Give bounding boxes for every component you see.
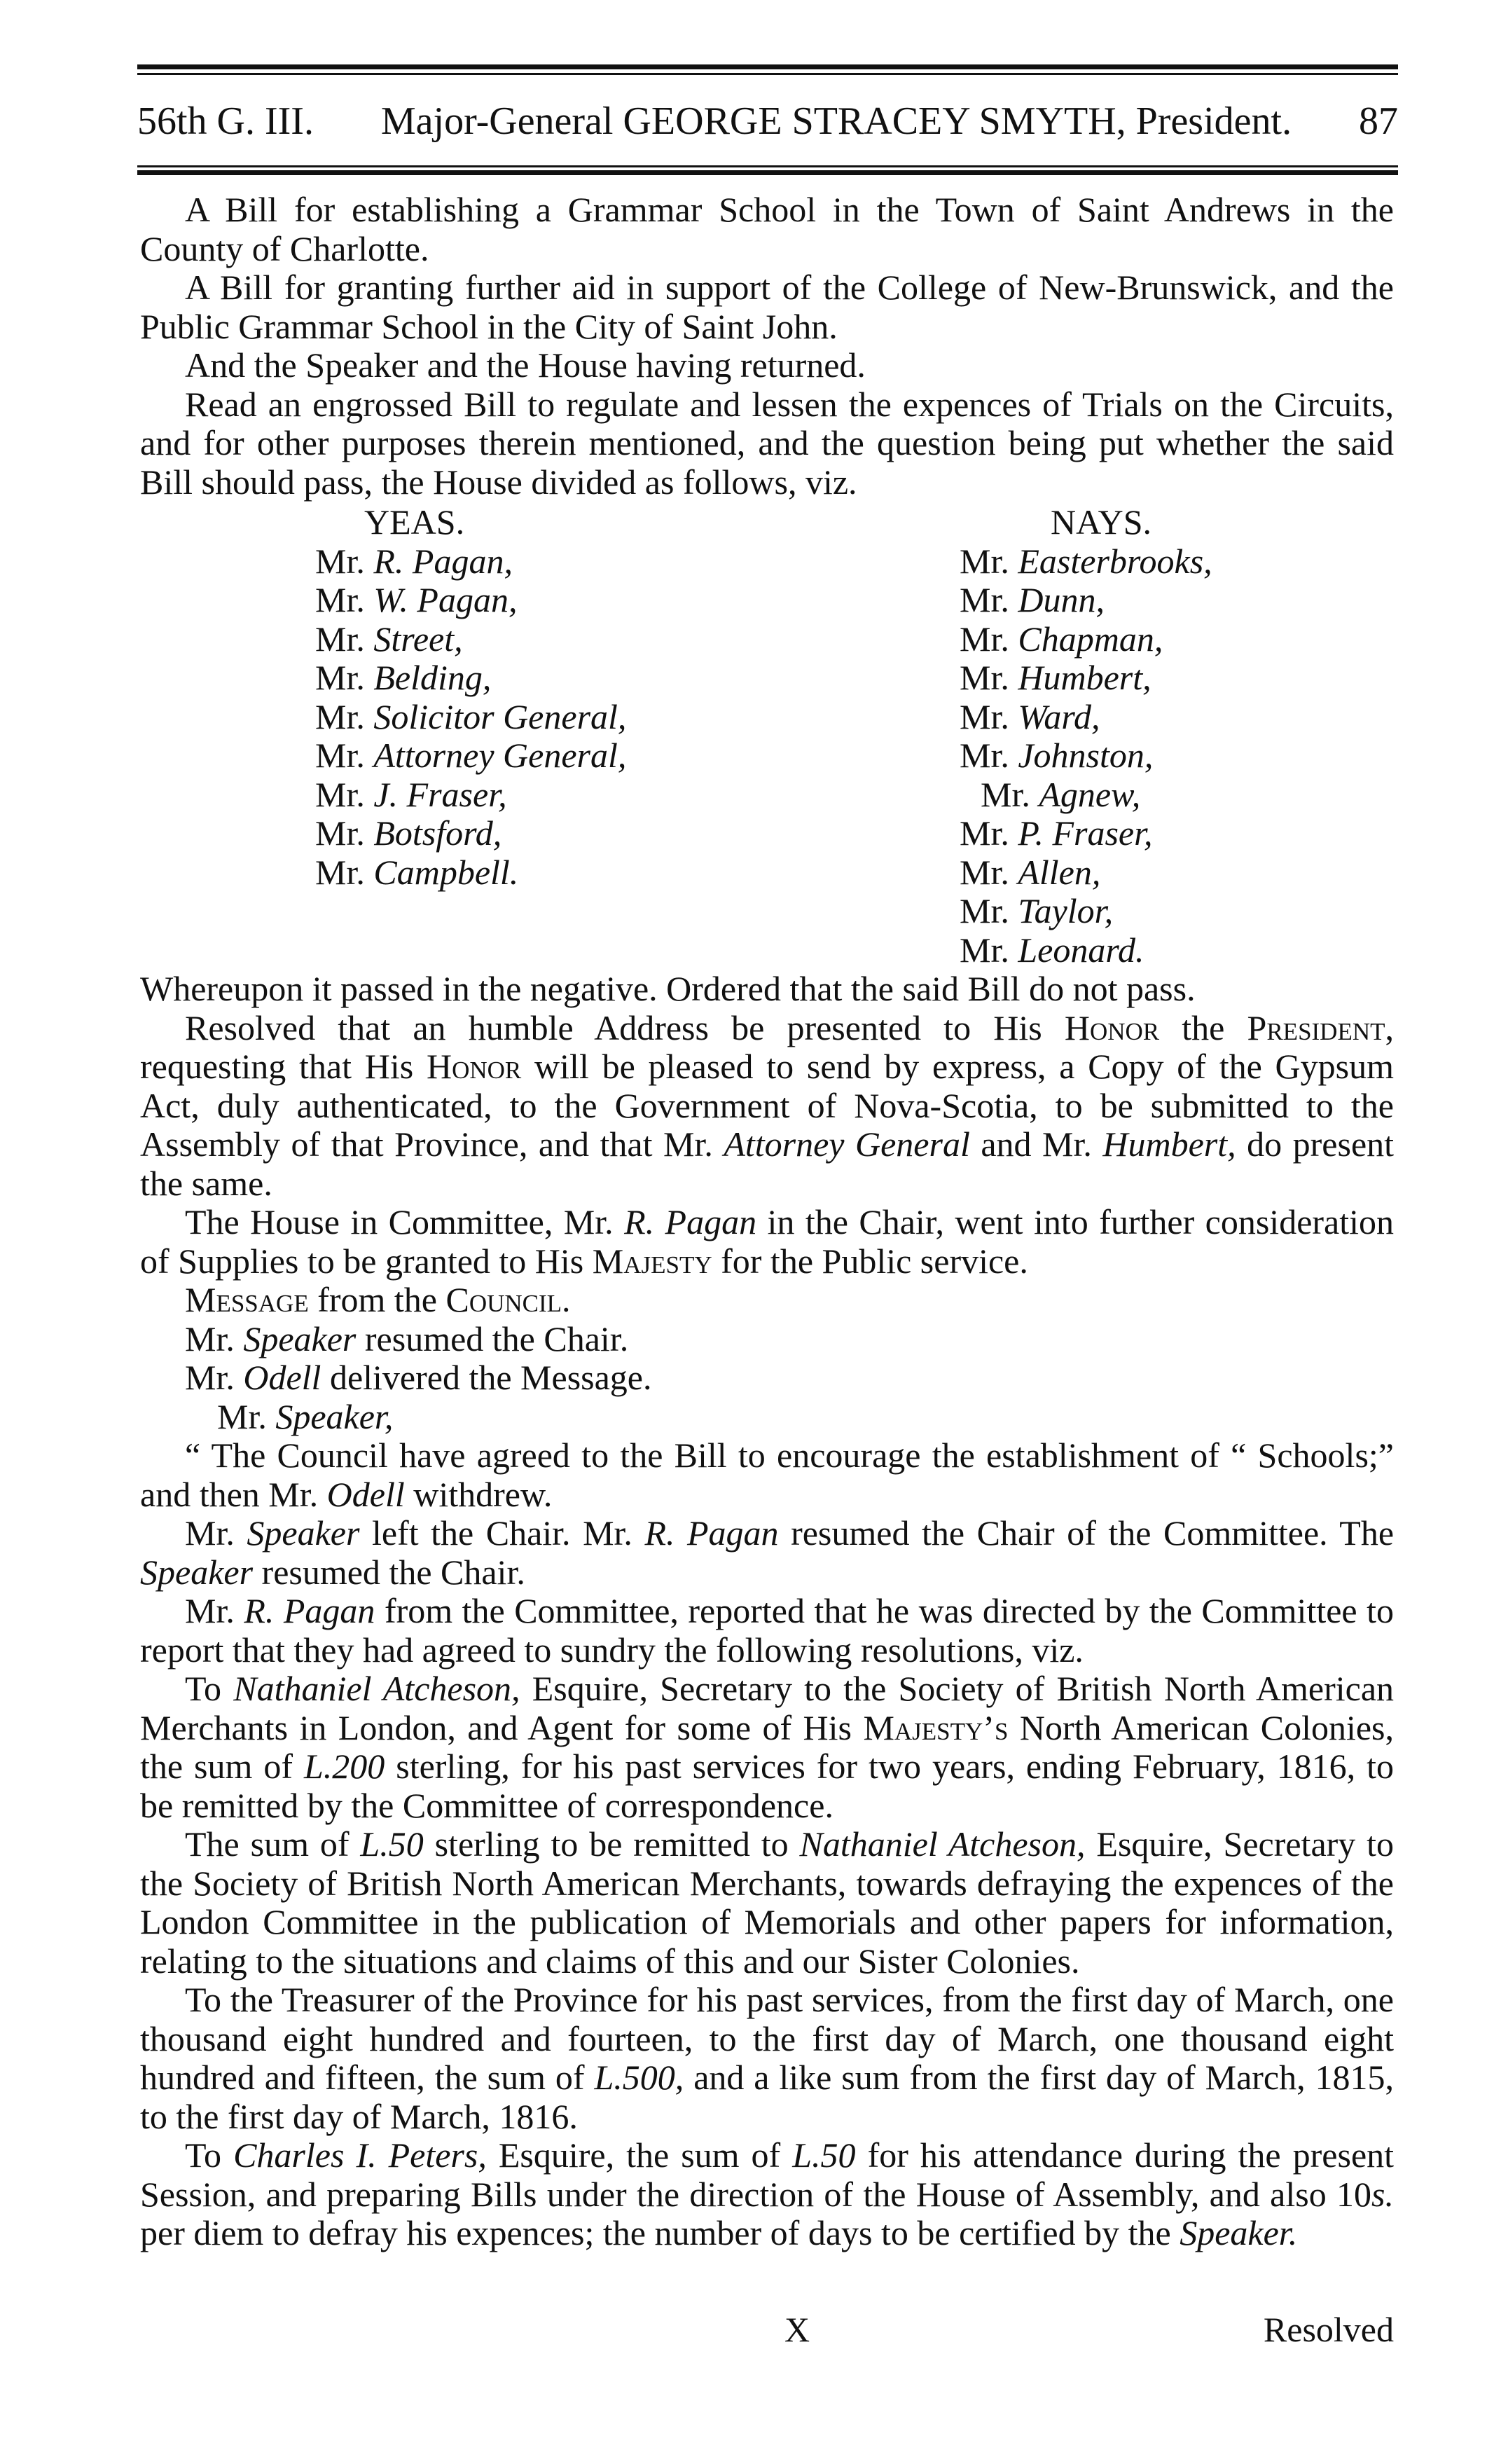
atcheson-italic: Nathaniel Atcheson,: [799, 1824, 1086, 1864]
text-run: sterling to be remitted to: [434, 1824, 789, 1864]
title-prefix: Mr.: [315, 852, 365, 892]
title-prefix: Mr.: [960, 852, 1009, 892]
yea-entry: [315, 736, 960, 776]
title-prefix: Mr.: [315, 658, 365, 697]
speaker-italic: Speaker,: [275, 1396, 394, 1436]
sum-italic: L.500,: [594, 2058, 684, 2097]
text-run: for his attendance during the present Session, and preparing Bills under the direction of the House of Assembly, and also 10: [140, 2135, 1395, 2214]
text-run: do present the same.: [140, 1124, 1395, 1203]
pagan-italic: R. Pagan: [644, 1513, 779, 1553]
paragraph-atcheson-services: [140, 1670, 1394, 1825]
yea-entry: [315, 776, 960, 815]
yea-name: Street,: [373, 619, 463, 659]
page-number: 87: [1359, 99, 1398, 143]
speaker-italic: Speaker: [140, 1552, 254, 1592]
yea-name: Campbell.: [373, 852, 519, 892]
atcheson-italic: Nathaniel Atcheson,: [233, 1669, 520, 1708]
speaker-italic: Speaker: [247, 1513, 360, 1553]
yea-name: Botsford,: [373, 813, 502, 853]
yea-entry: [315, 581, 960, 620]
text-run: To the Treasurer of the Province for his past services, from the first day of March, one thousand eight hundred and fourteen, to the first day of March, one thousand eight hundred and fifteen, the sum of: [140, 1980, 1394, 2097]
pagan-italic: R. Pagan: [624, 1202, 757, 1241]
nay-entry: [960, 659, 1212, 698]
nay-entry: [960, 542, 1212, 581]
text-run: the: [1182, 1007, 1225, 1047]
text-run: and Mr.: [981, 1124, 1092, 1164]
running-title: Major-General GEORGE STRACEY SMYTH, President.: [380, 99, 1292, 143]
text-run: in the Chair, went into further consideration of Supplies to be granted to His: [140, 1202, 1395, 1281]
nay-entry: [960, 620, 1212, 659]
sum-italic: L.50: [792, 2135, 856, 2175]
nay-name: Humbert,: [1018, 658, 1151, 697]
nay-entry: [960, 892, 1212, 931]
header-rule-bottom-thin: [137, 165, 1398, 167]
text-run: Mr.: [217, 1396, 267, 1436]
honor-smallcaps: Honor: [1064, 1007, 1160, 1047]
nay-name: Allen,: [1018, 852, 1101, 892]
yea-name: Solicitor General,: [373, 696, 627, 736]
title-prefix: Mr.: [315, 813, 365, 853]
header-rule-bottom-thick: [137, 170, 1398, 175]
header-rule-top-thick: [137, 64, 1398, 69]
text-run: for the Public service.: [721, 1241, 1028, 1281]
text-run: The sum of: [185, 1824, 350, 1864]
nay-name: Chapman,: [1018, 619, 1163, 659]
text-run: Mr.: [185, 1358, 235, 1397]
text-run: “ The Council have agreed to the Bill to encourage the establishment of “ Schools;” and then Mr.: [140, 1436, 1394, 1514]
text-run: resumed the Chair of the Committee. The: [791, 1513, 1395, 1553]
title-prefix: Mr.: [960, 891, 1009, 930]
paragraph-message: [140, 1281, 1394, 1320]
yea-entry: [315, 814, 960, 853]
nays-label: NAYS.: [1051, 502, 1152, 542]
title-prefix: Mr.: [315, 580, 365, 619]
nays-column: [960, 503, 1212, 970]
paragraph-peters: [140, 2136, 1394, 2253]
nay-name: P. Fraser,: [1018, 813, 1153, 853]
vote-division: [140, 503, 1394, 970]
nay-name: Leonard.: [1018, 930, 1144, 970]
yea-entry: [315, 698, 960, 737]
title-prefix: Mr.: [960, 813, 1009, 853]
title-prefix: Mr.: [960, 736, 1009, 775]
nay-name: Taylor,: [1018, 891, 1114, 930]
nay-entry: [960, 698, 1212, 737]
text-run: resumed the Chair.: [261, 1552, 525, 1592]
running-header: [137, 83, 1398, 160]
title-prefix: Mr.: [960, 619, 1009, 659]
text-run: and a like sum from the first day of March, 1815, to the first day of March, 1816.: [140, 2058, 1395, 2136]
title-prefix: Mr.: [315, 696, 365, 736]
nay-name: Dunn,: [1018, 580, 1105, 619]
text-run: Mr.: [185, 1319, 235, 1358]
text-run: Esquire, the sum of: [498, 2135, 781, 2175]
paragraph-committee: [140, 1203, 1394, 1281]
text-run: Mr.: [185, 1591, 235, 1630]
paragraph-negative: Whereupon it passed in the negative. Ordered that the said Bill do not pass.: [140, 969, 1196, 1008]
nay-name: Easterbrooks,: [1018, 541, 1212, 581]
text-run: North American Colonies, the sum of: [140, 1707, 1395, 1786]
text-run: Mr.: [185, 1513, 235, 1553]
attorney-general-italic: Attorney General: [724, 1124, 970, 1164]
paragraph-college: A Bill for granting further aid in support of the College of New-Brunswick, and the Public Grammar School in the City of Saint John.: [140, 268, 1394, 346]
text-run: delivered the Message.: [329, 1358, 652, 1397]
title-prefix: Mr.: [315, 736, 365, 775]
paragraph-odell-delivered: [140, 1358, 1394, 1398]
text-run: Esquire, Secretary to the Society of British North American Merchants, towards defraying the expences of the London Committee in the publication of Memorials and other papers for information, relating to the situations and claims of this and our Sister Colonies.: [140, 1824, 1395, 1981]
yea-entry: [315, 853, 960, 893]
yea-name: Attorney General,: [373, 736, 627, 775]
nay-entry: [960, 581, 1212, 620]
sum-italic: L.200: [303, 1747, 385, 1786]
shillings-italic: s.: [1371, 2174, 1394, 2214]
nay-entry: [960, 931, 1212, 970]
yeas-column: [315, 503, 960, 970]
text-run: sterling, for his past services for two years, ending February, 1816, to be remitted by the Committee of correspondence.: [140, 1747, 1395, 1825]
pagan-italic: R. Pagan: [244, 1591, 375, 1630]
paragraph-speaker-returned: And the Speaker and the House having returned.: [185, 345, 866, 385]
humbert-italic: Humbert,: [1102, 1124, 1236, 1164]
title-prefix: Mr.: [315, 774, 365, 814]
paragraph-council-message: [140, 1436, 1394, 1514]
speaker-italic: Speaker: [243, 1319, 357, 1358]
text-run: requesting that His: [140, 1047, 414, 1086]
yea-entry: [315, 620, 960, 659]
president-smallcaps: President,: [1247, 1007, 1394, 1047]
nay-entry: [960, 736, 1212, 776]
yeas-label: YEAS.: [364, 502, 465, 542]
paragraph-mr-speaker: [140, 1398, 1394, 1437]
text-run: per diem to defray his expences; the number of days to be certified by the: [140, 2213, 1171, 2252]
yea-entry: [315, 542, 960, 581]
text-run: left the Chair. Mr.: [371, 1513, 632, 1553]
text-run: from the: [317, 1280, 437, 1319]
nay-entry: [981, 776, 1212, 815]
title-prefix: Mr.: [315, 541, 365, 581]
council-smallcaps: Council.: [445, 1280, 571, 1319]
text-run: from the Committee, reported that he was directed by the Committee to report that they had agreed to sundry the following resolutions, viz.: [140, 1591, 1395, 1670]
paragraph-atcheson-committee: [140, 1825, 1394, 1981]
nay-entry: [960, 814, 1212, 853]
honor-smallcaps: Honor: [427, 1047, 522, 1086]
title-prefix: Mr.: [960, 658, 1009, 697]
title-prefix: Mr.: [960, 696, 1009, 736]
text-run: Resolved that an humble Address be presented to His: [185, 1007, 1042, 1047]
text-run: will be pleased to send by express, a Copy of the Gypsum Act, duly authenticated, to the Government of Nova-Scotia, to be submitted to the Assembly of that Province, and that Mr.: [140, 1047, 1395, 1164]
yea-entry: [315, 659, 960, 698]
text-run: To: [185, 2135, 222, 2175]
yea-name: Belding,: [373, 658, 492, 697]
paragraph-speaker-left: [140, 1514, 1394, 1592]
nay-name: Johnston,: [1018, 736, 1154, 775]
paragraph-engrossed-bill: Read an engrossed Bill to regulate and lessen the expences of Trials on the Circuits, and for other purposes therein mentioned, and the question being put whether the said Bill should pass, the House divided as follows, viz.: [140, 384, 1394, 502]
speaker-italic: Speaker.: [1180, 2213, 1298, 2252]
header-rule-top-thin: [137, 73, 1398, 75]
odell-italic: Odell: [326, 1474, 405, 1514]
title-prefix: Mr.: [960, 580, 1009, 619]
paragraph-speaker-resumed: [140, 1320, 1394, 1359]
yea-name: W. Pagan,: [373, 580, 518, 619]
text-run: The House in Committee, Mr.: [185, 1202, 614, 1241]
title-prefix: Mr.: [960, 930, 1009, 970]
catchword: Resolved: [1263, 2310, 1394, 2349]
signature-mark: X: [784, 2310, 810, 2349]
title-prefix: Mr.: [960, 541, 1009, 581]
paragraph-address: [140, 1009, 1394, 1204]
odell-italic: Odell: [243, 1358, 321, 1397]
regnal-year: 56th G. III.: [137, 99, 314, 143]
majesty-smallcaps: Majesty: [592, 1241, 712, 1281]
majesty-smallcaps: Majesty’s: [863, 1707, 1009, 1747]
paragraph-committee-report: [140, 1592, 1394, 1670]
title-prefix: Mr.: [315, 619, 365, 659]
page-footer: [140, 2305, 1394, 2354]
body-text: [140, 191, 1394, 2253]
peters-italic: Charles I. Peters,: [233, 2135, 487, 2175]
nay-name: Agnew,: [1039, 774, 1141, 814]
paragraph-treasurer: [140, 1981, 1394, 2136]
message-smallcaps: Message: [185, 1280, 309, 1319]
nay-name: Ward,: [1018, 696, 1100, 736]
text-run: To: [185, 1669, 222, 1708]
yea-name: R. Pagan,: [373, 541, 513, 581]
text-run: Esquire, Secretary to the Society of British North American Merchants in London, and Agent for some of His: [140, 1669, 1395, 1747]
sum-italic: L.50: [360, 1824, 424, 1864]
yea-name: J. Fraser,: [373, 774, 507, 814]
text-run: resumed the Chair.: [364, 1319, 629, 1358]
paragraph-grammar-school: A Bill for establishing a Grammar School in the Town of Saint Andrews in the County of Charlotte.: [140, 190, 1394, 268]
title-prefix: Mr.: [981, 774, 1030, 814]
text-run: withdrew.: [413, 1474, 553, 1514]
nay-entry: [960, 853, 1212, 893]
